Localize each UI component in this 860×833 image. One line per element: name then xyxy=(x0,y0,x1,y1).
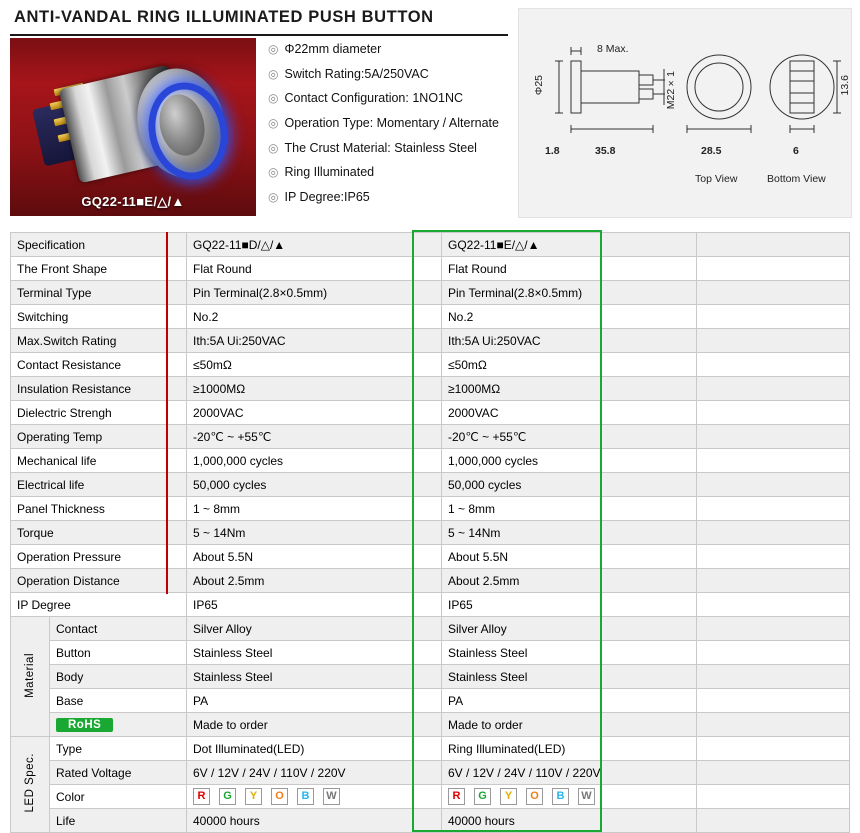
row-value-e: Ring Illuminated(LED) xyxy=(442,737,697,761)
row-value-d: Pin Terminal(2.8×0.5mm) xyxy=(187,281,442,305)
bullet-icon: ◎ xyxy=(268,42,279,56)
row-label: Base xyxy=(50,689,187,713)
table-row-led xyxy=(11,737,850,761)
feature-text: The Crust Material: Stainless Steel xyxy=(284,140,477,155)
row-value-d: About 2.5mm xyxy=(187,569,442,593)
table-row xyxy=(11,257,850,281)
table-row xyxy=(11,425,850,449)
dim-length: 35.8 xyxy=(595,145,616,157)
feature-text: Contact Configuration: 1NO1NC xyxy=(284,91,464,106)
row-label: Insulation Resistance xyxy=(11,377,187,401)
row-value-e: -20℃ ~ +55℃ xyxy=(442,425,697,449)
bullet-icon: ◎ xyxy=(268,115,279,130)
bullet-icon: ◎ xyxy=(268,189,279,204)
bullet-icon: ◎ xyxy=(268,140,279,155)
table-row xyxy=(11,305,850,329)
list-item xyxy=(268,165,516,181)
bullet-icon: ◎ xyxy=(268,66,279,81)
row-label: Operation Pressure xyxy=(11,545,187,569)
table-row xyxy=(11,449,850,473)
dim-top: 8 Max. xyxy=(597,43,629,55)
row-value-d: 1,000,000 cycles xyxy=(187,449,442,473)
spacer-cell xyxy=(697,569,850,593)
row-value-e-colors xyxy=(442,785,697,809)
color-chip-y: Y xyxy=(500,788,517,805)
row-value-d: Stainless Steel xyxy=(187,665,442,689)
color-chip-w: W xyxy=(578,788,595,805)
row-value-d: About 5.5N xyxy=(187,545,442,569)
table-row xyxy=(11,377,850,401)
row-label: Mechanical life xyxy=(11,449,187,473)
row-label: Operating Temp xyxy=(11,425,187,449)
color-chip-g: G xyxy=(219,788,236,805)
row-label: IP Degree xyxy=(11,593,187,617)
column-header-model-e: GQ22-11■E/△/▲ xyxy=(442,233,697,257)
row-value-d: Dot Illuminated(LED) xyxy=(187,737,442,761)
spacer-cell xyxy=(697,665,850,689)
spacer-cell xyxy=(697,401,850,425)
row-value-d: Flat Round xyxy=(187,257,442,281)
table-row xyxy=(11,473,850,497)
row-label: Life xyxy=(50,809,187,833)
bullet-icon: ◎ xyxy=(268,165,279,180)
row-label-rohs xyxy=(50,713,187,737)
spacer-cell xyxy=(697,545,850,569)
column-header-model-d: GQ22-11■D/△/▲ xyxy=(187,233,442,257)
table-row xyxy=(11,401,850,425)
group-label-text: LED Spec. xyxy=(24,753,36,813)
row-value-d: IP65 xyxy=(187,593,442,617)
row-value-d: PA xyxy=(187,689,442,713)
feature-list xyxy=(268,42,516,214)
row-value-e: No.2 xyxy=(442,305,697,329)
color-chip-r: R xyxy=(193,788,210,805)
table-row-header xyxy=(11,233,850,257)
photo-illustration xyxy=(10,38,256,216)
table-row-material xyxy=(11,689,850,713)
row-value-e: Pin Terminal(2.8×0.5mm) xyxy=(442,281,697,305)
table-row xyxy=(11,353,850,377)
spacer-cell xyxy=(697,689,850,713)
page-title-bar xyxy=(10,8,508,36)
row-value-e: IP65 xyxy=(442,593,697,617)
feature-text: Ring Illuminated xyxy=(284,165,375,180)
spacer-cell xyxy=(697,425,850,449)
spacer-cell xyxy=(697,377,850,401)
table-row-material xyxy=(11,641,850,665)
spacer-cell xyxy=(697,713,850,737)
row-value-e: 5 ~ 14Nm xyxy=(442,521,697,545)
row-label: Rated Voltage xyxy=(50,761,187,785)
row-value-e: 1,000,000 cycles xyxy=(442,449,697,473)
list-item xyxy=(268,67,516,83)
dim-left: 1.8 xyxy=(545,145,560,157)
spacer-cell xyxy=(697,521,850,545)
row-value-e: About 5.5N xyxy=(442,545,697,569)
label-top-view: Top View xyxy=(695,173,738,185)
color-chip-o: O xyxy=(526,788,543,805)
dim-bottom: 6 xyxy=(793,145,799,157)
spacer-cell xyxy=(697,761,850,785)
row-value-e: Flat Round xyxy=(442,257,697,281)
table-body xyxy=(11,233,850,833)
spacer-cell xyxy=(697,473,850,497)
table-row xyxy=(11,569,850,593)
row-label: Contact xyxy=(50,617,187,641)
color-chip-r: R xyxy=(448,788,465,805)
table-row-led xyxy=(11,809,850,833)
group-label-led xyxy=(11,737,50,833)
row-value-d: No.2 xyxy=(187,305,442,329)
row-label: Terminal Type xyxy=(11,281,187,305)
group-label-text: Material xyxy=(24,652,36,698)
spacer-cell xyxy=(697,617,850,641)
table-row xyxy=(11,521,850,545)
dim-diameter: Φ25 xyxy=(533,75,545,96)
table-row xyxy=(11,593,850,617)
feature-text: Operation Type: Momentary / Alternate xyxy=(284,115,499,130)
row-value-e: Silver Alloy xyxy=(442,617,697,641)
row-value-d: 40000 hours xyxy=(187,809,442,833)
spacer-cell xyxy=(697,449,850,473)
spacer-cell xyxy=(697,257,850,281)
row-value-d: Ith:5A Ui:250VAC xyxy=(187,329,442,353)
color-chip-group xyxy=(193,788,435,805)
list-item xyxy=(268,116,516,132)
row-value-e: 2000VAC xyxy=(442,401,697,425)
row-value-e: 50,000 cycles xyxy=(442,473,697,497)
row-label: Color xyxy=(50,785,187,809)
row-label: Contact Resistance xyxy=(11,353,187,377)
row-label: Type xyxy=(50,737,187,761)
row-value-e: ≥1000MΩ xyxy=(442,377,697,401)
rohs-badge: RoHS xyxy=(56,718,113,732)
row-label: Body xyxy=(50,665,187,689)
spacer-cell xyxy=(697,305,850,329)
list-item xyxy=(268,190,516,206)
row-label: Max.Switch Rating xyxy=(11,329,187,353)
page-title: ANTI-VANDAL RING ILLUMINATED PUSH BUTTON xyxy=(14,8,434,26)
label-bottom-view: Bottom View xyxy=(767,173,826,185)
bullet-icon: ◎ xyxy=(268,91,279,106)
feature-text: IP Degree:IP65 xyxy=(284,189,370,204)
row-value-e: ≤50mΩ xyxy=(442,353,697,377)
row-value-d: Stainless Steel xyxy=(187,641,442,665)
row-value-d: 6V / 12V / 24V / 110V / 220V xyxy=(187,761,442,785)
color-chip-y: Y xyxy=(245,788,262,805)
row-value-d: 2000VAC xyxy=(187,401,442,425)
row-value-d: ≥1000MΩ xyxy=(187,377,442,401)
spacer-cell xyxy=(697,737,850,761)
feature-text: Switch Rating:5A/250VAC xyxy=(284,66,429,81)
row-label: Torque xyxy=(11,521,187,545)
column-divider xyxy=(166,232,168,594)
spacer-cell xyxy=(697,497,850,521)
row-label: Operation Distance xyxy=(11,569,187,593)
row-label: Button xyxy=(50,641,187,665)
photo-caption: GQ22-11■E/△/▲ xyxy=(81,194,185,209)
table-row-material xyxy=(11,665,850,689)
color-chip-b: B xyxy=(552,788,569,805)
color-chip-w: W xyxy=(323,788,340,805)
row-value-d: -20℃ ~ +55℃ xyxy=(187,425,442,449)
drawing-svg xyxy=(519,9,851,217)
specification-table xyxy=(10,232,850,833)
row-value-e: Made to order xyxy=(442,713,697,737)
row-label: Electrical life xyxy=(11,473,187,497)
row-value-d: 1 ~ 8mm xyxy=(187,497,442,521)
color-chip-b: B xyxy=(297,788,314,805)
spacer-cell xyxy=(697,281,850,305)
technical-drawing xyxy=(518,8,852,218)
list-item xyxy=(268,141,516,157)
row-label: Panel Thickness xyxy=(11,497,187,521)
row-value-e: Stainless Steel xyxy=(442,665,697,689)
row-value-e: Ith:5A Ui:250VAC xyxy=(442,329,697,353)
dim-width: 28.5 xyxy=(701,145,722,157)
table-row-material xyxy=(11,617,850,641)
list-item xyxy=(268,42,516,58)
dim-thread: M22×1 xyxy=(665,71,677,110)
row-value-d: Silver Alloy xyxy=(187,617,442,641)
table-row xyxy=(11,281,850,305)
product-photo xyxy=(10,38,256,216)
row-value-e: About 2.5mm xyxy=(442,569,697,593)
row-value-e: Stainless Steel xyxy=(442,641,697,665)
table-row-led xyxy=(11,761,850,785)
row-value-e: PA xyxy=(442,689,697,713)
row-label: The Front Shape xyxy=(11,257,187,281)
table-row-led-color xyxy=(11,785,850,809)
group-label-material xyxy=(11,617,50,737)
row-value-d-colors xyxy=(187,785,442,809)
table-row xyxy=(11,545,850,569)
row-label: Dielectric Strengh xyxy=(11,401,187,425)
spacer-cell xyxy=(697,329,850,353)
color-chip-o: O xyxy=(271,788,288,805)
dim-right-height: 13.6 xyxy=(839,75,851,96)
table-row xyxy=(11,497,850,521)
column-header-label: Specification xyxy=(11,233,187,257)
spacer-cell xyxy=(697,593,850,617)
table-row-rohs xyxy=(11,713,850,737)
row-value-d: 50,000 cycles xyxy=(187,473,442,497)
row-value-d: Made to order xyxy=(187,713,442,737)
spacer-cell xyxy=(697,641,850,665)
row-value-d: 5 ~ 14Nm xyxy=(187,521,442,545)
row-value-e: 1 ~ 8mm xyxy=(442,497,697,521)
row-value-d: ≤50mΩ xyxy=(187,353,442,377)
spacer-cell xyxy=(697,233,850,257)
table-row xyxy=(11,329,850,353)
row-value-e: 40000 hours xyxy=(442,809,697,833)
color-chip-group xyxy=(448,788,690,805)
row-label: Switching xyxy=(11,305,187,329)
list-item xyxy=(268,91,516,107)
spacer-cell xyxy=(697,809,850,833)
color-chip-g: G xyxy=(474,788,491,805)
feature-text: Φ22mm diameter xyxy=(284,42,382,56)
spacer-cell xyxy=(697,353,850,377)
row-value-e: 6V / 12V / 24V / 110V / 220V xyxy=(442,761,697,785)
spacer-cell xyxy=(697,785,850,809)
